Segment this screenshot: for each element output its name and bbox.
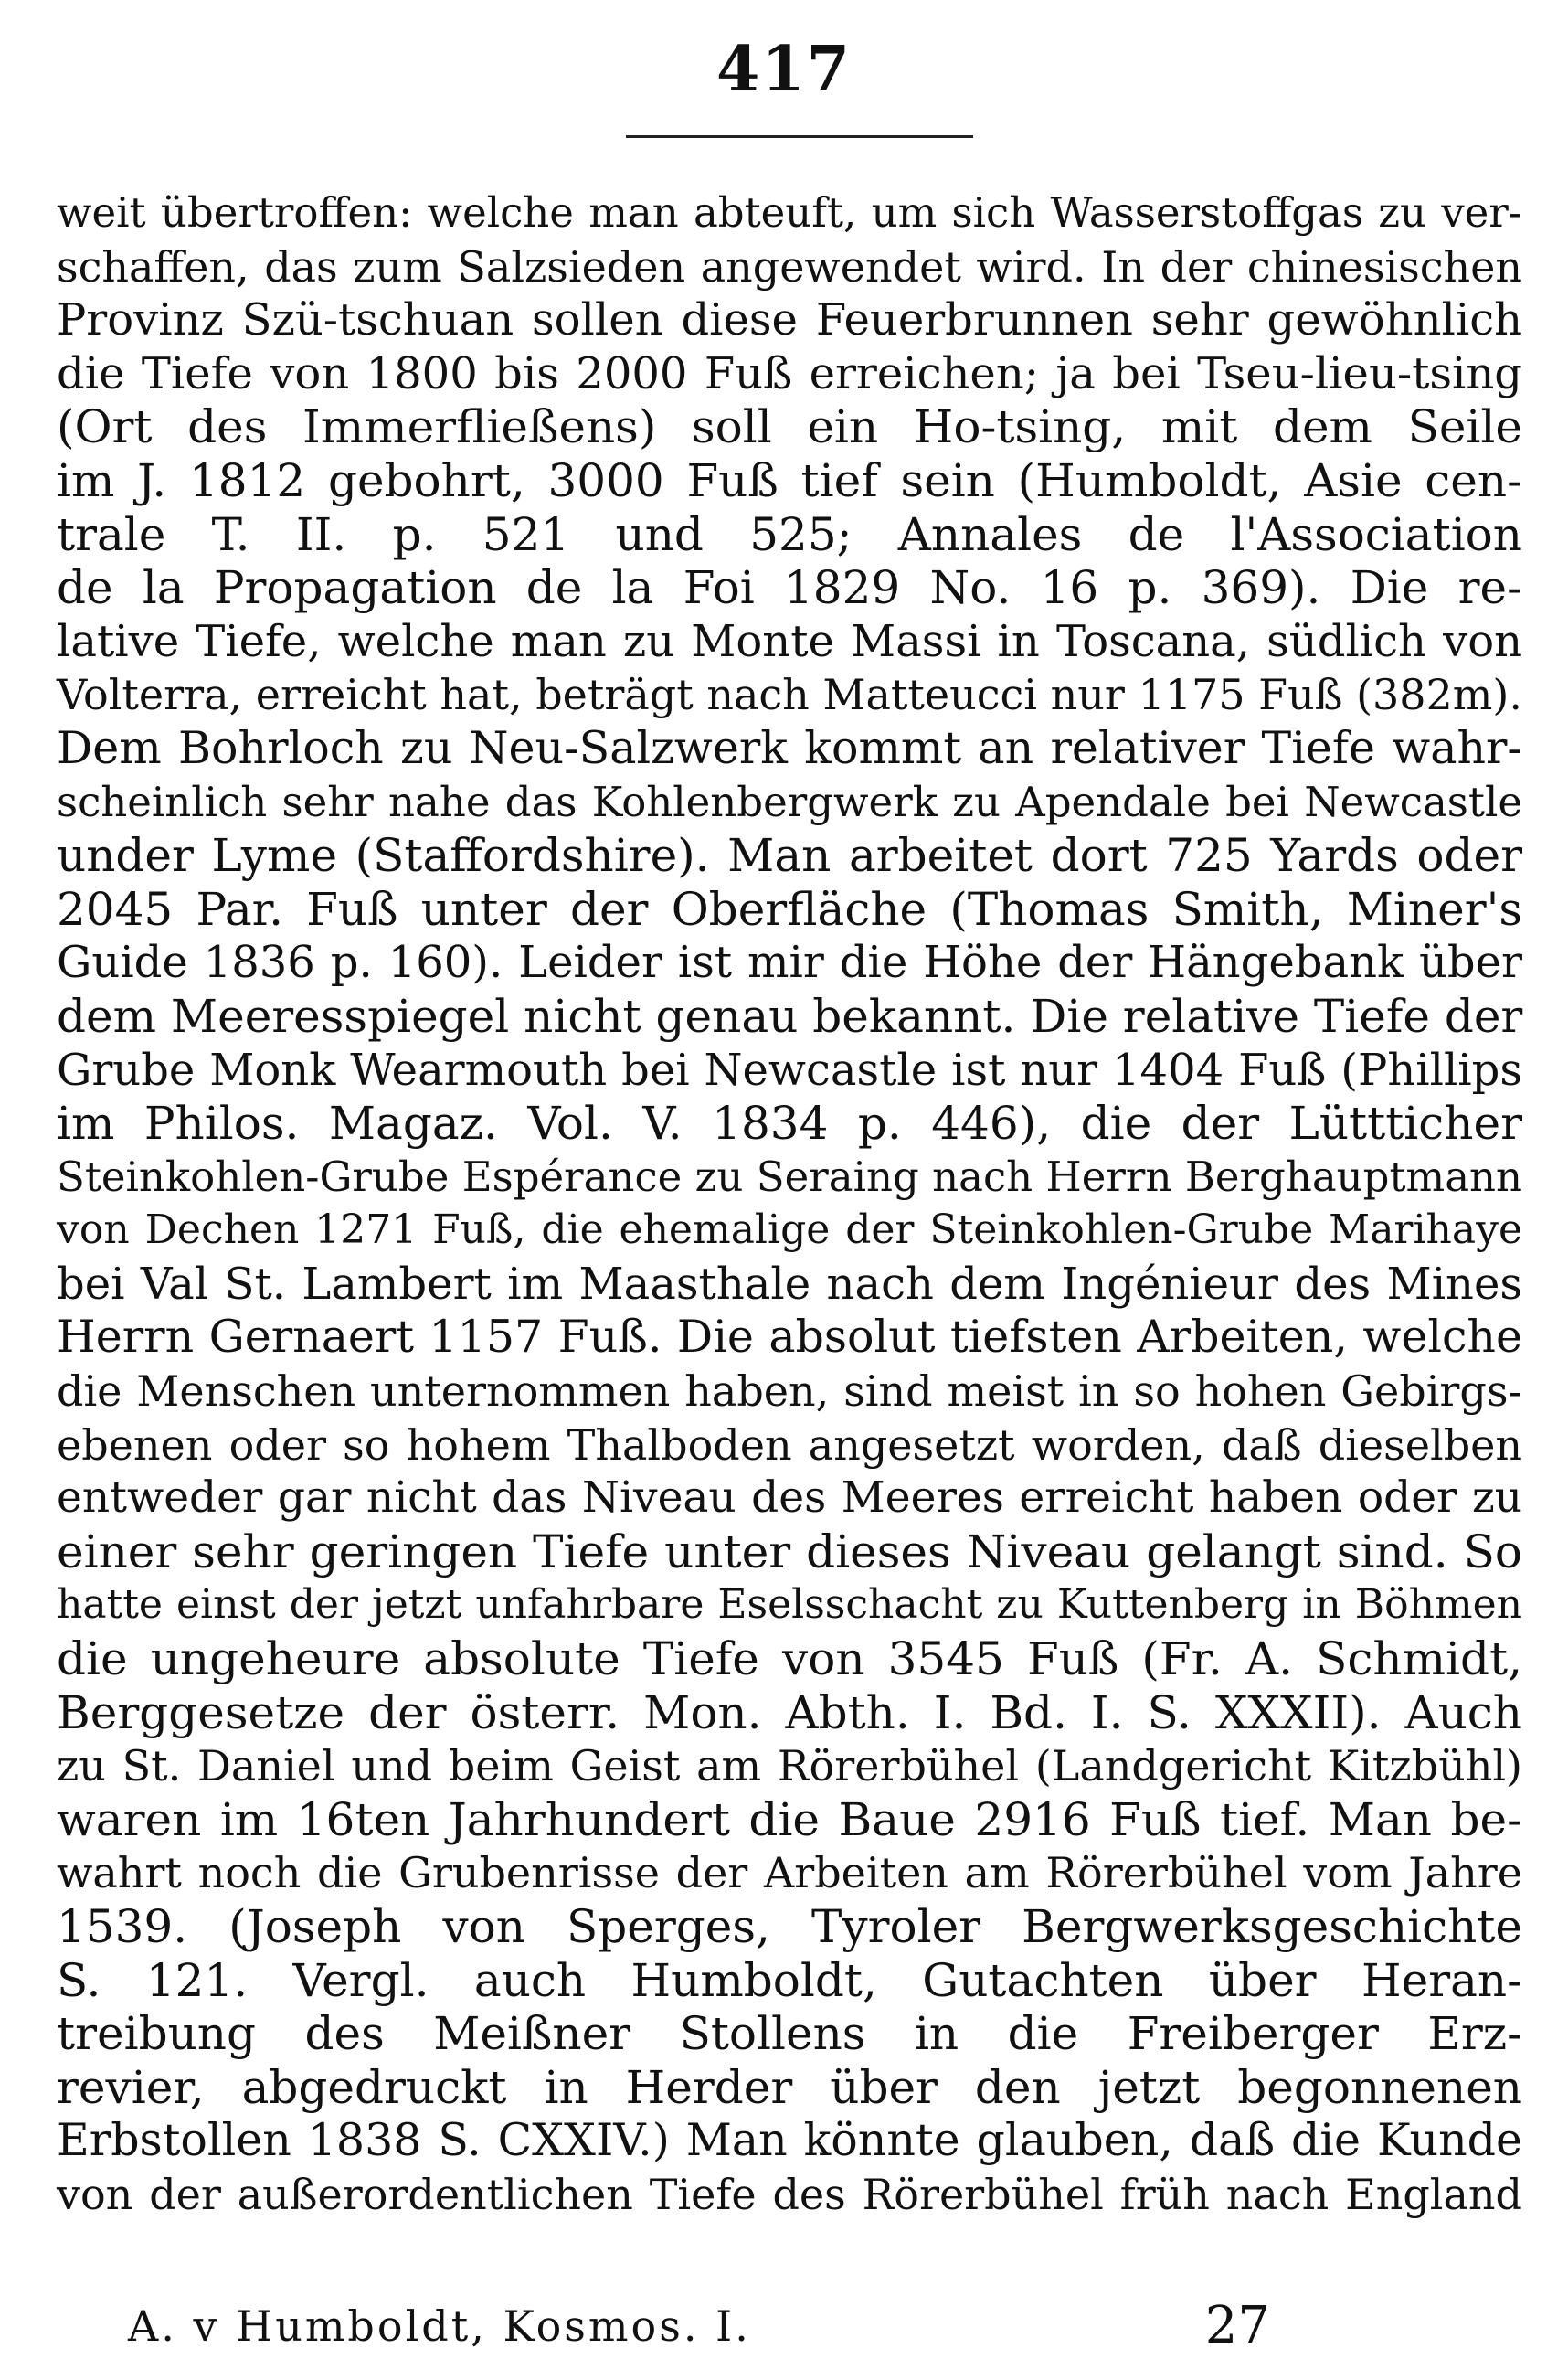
printer-signature: A. v Humboldt, Kosmos. I. [128, 2301, 751, 2351]
text-line: hatte einst der jetzt unfahrbare Eselsschacht zu Kuttenberg in Böhmen [57, 1581, 1522, 1629]
text-line: Herrn Gernaert 1157 Fuß. Die absolut tiefsten Arbeiten, welche [57, 1311, 1522, 1364]
text-line: scheinlich sehr nahe das Kohlenbergwerk zu Apendale bei Newcastle [57, 777, 1522, 826]
text-line: die ungeheure absolute Tiefe von 3545 Fuß (Fr. A. Schmidt, [57, 1632, 1522, 1686]
text-line: 1539. (Joseph von Sperges, Tyroler Bergwerksgeschichte [57, 1900, 1522, 1953]
text-line: weit übertroffen: welche man abteuft, um sich Wasserstoffgas zu ver- [57, 188, 1522, 237]
text-line: Volterra, erreicht hat, beträgt nach Matteucci nur 1175 Fuß (382m). [57, 670, 1522, 720]
text-line: von der außerordentlichen Tiefe des Rörerbühel früh nach England [57, 2169, 1522, 2219]
text-line: bei Val St. Lambert im Maasthale nach dem Ingénieur des Mines [57, 1258, 1522, 1310]
text-line: die Menschen unternommen haben, sind meist in so hohen Gebirgs- [57, 1366, 1522, 1417]
text-line: im J. 1812 gebohrt, 3000 Fuß tief sein (Humboldt, Asie cen- [57, 453, 1522, 507]
page-number: 417 [716, 33, 852, 106]
text-line: treibung des Meißner Stollens in die Freiberger Erz- [57, 2007, 1522, 2061]
text-line: 2045 Par. Fuß unter der Oberfläche (Thomas Smith, Miner's [57, 882, 1522, 936]
sheet-number: 27 [1204, 2296, 1270, 2355]
text-line: Guide 1836 p. 160). Leider ist mir die Höhe der Hängebank über [57, 937, 1522, 989]
header-rule [626, 135, 973, 138]
text-line: (Ort des Immerfließens) soll ein Ho-tsing, mit dem Seile [57, 400, 1522, 454]
text-line: ebenen oder so hohem Thalboden angesetzt worden, daß dieselben [57, 1419, 1522, 1470]
text-line: einer sehr geringen Tiefe unter dieses Niveau gelangt sind. So [57, 1525, 1522, 1578]
text-line: Grube Monk Wearmouth bei Newcastle ist nur 1404 Fuß (Phillips [57, 1044, 1522, 1096]
text-line: under Lyme (Staffordshire). Man arbeitet dort 725 Yards oder [57, 829, 1522, 883]
text-line: lative Tiefe, welche man zu Monte Massi in Toscana, südlich von [57, 615, 1522, 667]
text-line: entweder gar nicht das Niveau des Meeres erreicht haben oder zu [57, 1472, 1522, 1524]
body-text [57, 186, 1522, 2222]
text-line: dem Meeresspiegel nicht genau bekannt. Die relative Tiefe der [57, 989, 1523, 1043]
text-line: die Tiefe von 1800 bis 2000 Fuß erreichen; ja bei Tseu-lieu-tsing [57, 347, 1522, 399]
text-line: zu St. Daniel und beim Geist am Rörerbühel (Landgericht Kitzbühl) [57, 1741, 1522, 1791]
text-line: Erbstollen 1838 S. CXXIV.) Man könnte glauben, daß die Kunde [57, 2114, 1522, 2167]
text-line: schaffen, das zum Salzsieden angewendet wird. In der chinesischen [57, 241, 1522, 292]
text-line: von Dechen 1271 Fuß, die ehemalige der Steinkohlen-Grube Marihaye [57, 1206, 1522, 1254]
text-line: wahrt noch die Grubenrisse der Arbeiten am Rörerbühel vom Jahre [57, 1848, 1522, 1898]
text-line: Dem Bohrloch zu Neu-Salzwerk kommt an relativer Tiefe wahr- [57, 721, 1522, 774]
text-line: revier, abgedruckt in Herder über den jetzt begonnenen [57, 2060, 1522, 2114]
text-line: im Philos. Magaz. Vol. V. 1834 p. 446), die der Lüttticher [57, 1097, 1522, 1151]
footer [128, 2294, 1270, 2358]
text-line: Berggesetze der österr. Mon. Abth. I. Bd. I. S. XXXII). Auch [57, 1685, 1522, 1739]
text-line: Provinz Szü-tschuan sollen diese Feuerbrunnen sehr gewöhnlich [57, 294, 1522, 346]
text-line: waren im 16ten Jahrhundert die Baue 2916 Fuß tief. Man be- [57, 1792, 1522, 1846]
text-line: Steinkohlen-Grube Espérance zu Seraing nach Herrn Berghauptmann [57, 1152, 1522, 1201]
text-line: S. 121. Vergl. auch Humboldt, Gutachten über Heran- [57, 1953, 1522, 2007]
text-line: de la Propagation de la Foi 1829 No. 16 p. 369). Die re- [57, 561, 1522, 615]
text-line: trale T. II. p. 521 und 525; Annales de l'Association [57, 507, 1522, 561]
